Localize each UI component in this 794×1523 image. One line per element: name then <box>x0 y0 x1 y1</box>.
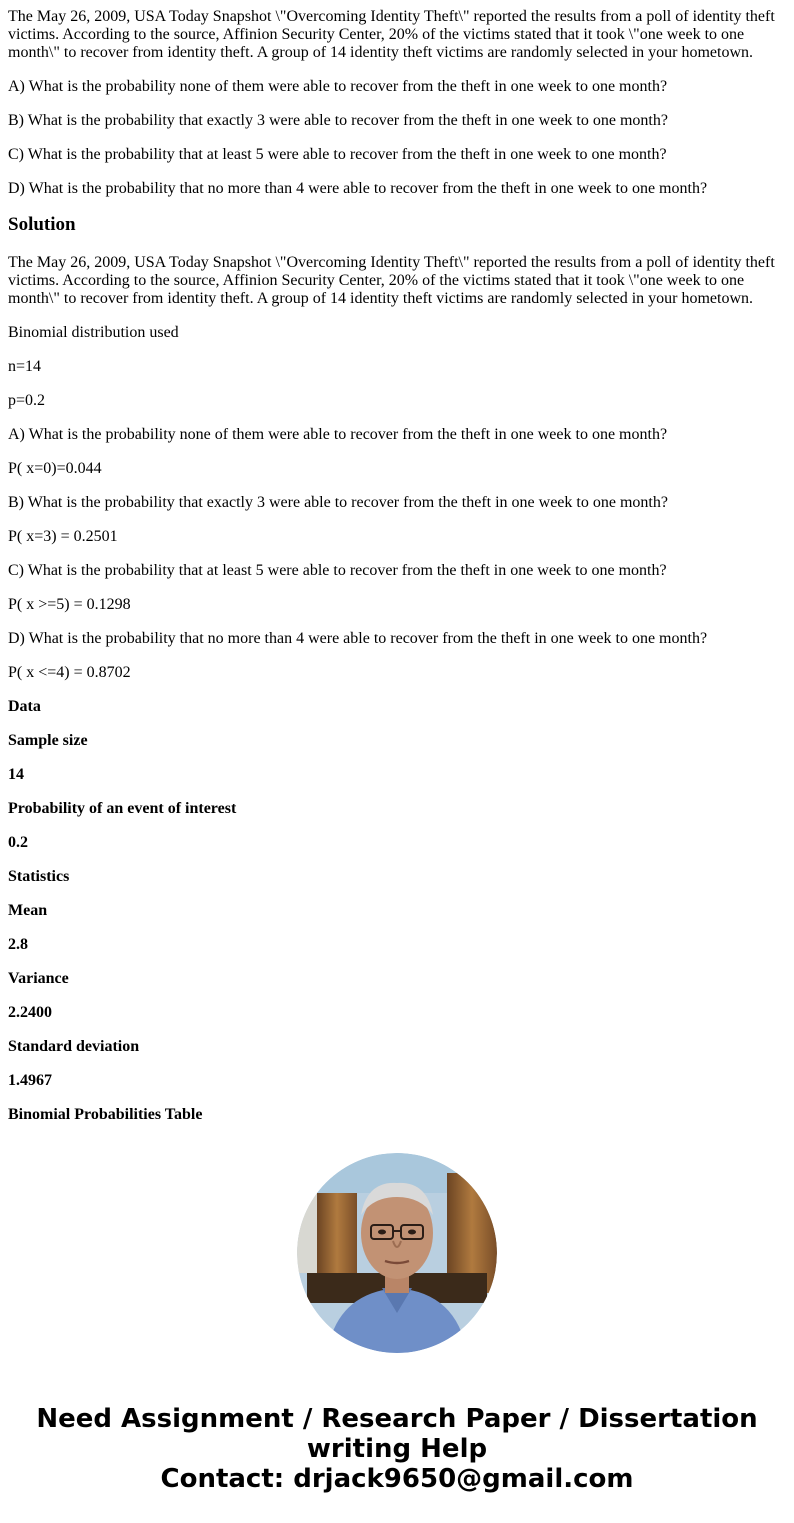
table-statistics-label: Statistics <box>8 868 70 885</box>
solution-d-question: D) What is the probability that no more than 4 were able to recover from the theft in one week to one month? <box>8 630 708 647</box>
banner-contact-line: Contact: drjack9650@gmail.com <box>160 1464 634 1494</box>
solution-n: n=14 <box>8 358 42 375</box>
table-sample-size-label: Sample size <box>8 732 88 749</box>
solution-c-answer: P( x >=5) = 0.1298 <box>8 596 131 613</box>
solution-p: p=0.2 <box>8 392 46 409</box>
author-photo <box>297 1153 497 1353</box>
solution-heading: Solution <box>8 214 76 235</box>
solution-a-question: A) What is the probability none of them were able to recover from the theft in one week to one month? <box>8 426 668 443</box>
solution-b-answer: P( x=3) = 0.2501 <box>8 528 118 545</box>
question-c: C) What is the probability that at least 5 were able to recover from the theft in one week to one month? <box>8 146 667 163</box>
solution-a-answer: P( x=0)=0.044 <box>8 460 102 477</box>
table-prob-label: Probability of an event of interest <box>8 800 237 817</box>
banner-line-1: Need Assignment / Research Paper / Dissertation <box>36 1404 758 1434</box>
table-sample-size-value: 14 <box>8 766 24 783</box>
question-a: A) What is the probability none of them were able to recover from the theft in one week to one month? <box>8 78 668 95</box>
table-binomial-label: Binomial Probabilities Table <box>8 1106 203 1123</box>
table-sd-label: Standard deviation <box>8 1038 140 1055</box>
portrait-image <box>297 1153 497 1353</box>
table-sd-value: 1.4967 <box>8 1072 52 1089</box>
table-variance-label: Variance <box>8 970 69 987</box>
question-d: D) What is the probability that no more than 4 were able to recover from the theft in one week to one month? <box>8 180 708 197</box>
question-intro: The May 26, 2009, USA Today Snapshot \"Overcoming Identity Theft\" reported the results from a poll of identity theft victims. According to the source, Affinion Security Center, 20% of the victims stated that it took \"one week to one month\" to recover from identity theft. A group of 14 identity theft victims are randomly selected in your hometown. <box>8 8 775 61</box>
solution-intro: The May 26, 2009, USA Today Snapshot \"Overcoming Identity Theft\" reported the results from a poll of identity theft victims. According to the source, Affinion Security Center, 20% of the victims stated that it took \"one week to one month\" to recover from identity theft. A group of 14 identity theft victims are randomly selected in your hometown. <box>8 254 775 307</box>
solution-b-question: B) What is the probability that exactly 3 were able to recover from the theft in one week to one month? <box>8 494 668 511</box>
table-mean-label: Mean <box>8 902 48 919</box>
banner-line-2: writing Help <box>306 1434 488 1464</box>
solution-d-answer: P( x <=4) = 0.8702 <box>8 664 131 681</box>
contact-banner <box>0 1404 794 1494</box>
table-mean-value: 2.8 <box>8 936 28 953</box>
question-b: B) What is the probability that exactly 3 were able to recover from the theft in one week to one month? <box>8 112 668 129</box>
table-data-label: Data <box>8 698 41 715</box>
table-prob-value: 0.2 <box>8 834 28 851</box>
solution-c-question: C) What is the probability that at least 5 were able to recover from the theft in one week to one month? <box>8 562 667 579</box>
table-variance-value: 2.2400 <box>8 1004 52 1021</box>
solution-method: Binomial distribution used <box>8 324 179 341</box>
